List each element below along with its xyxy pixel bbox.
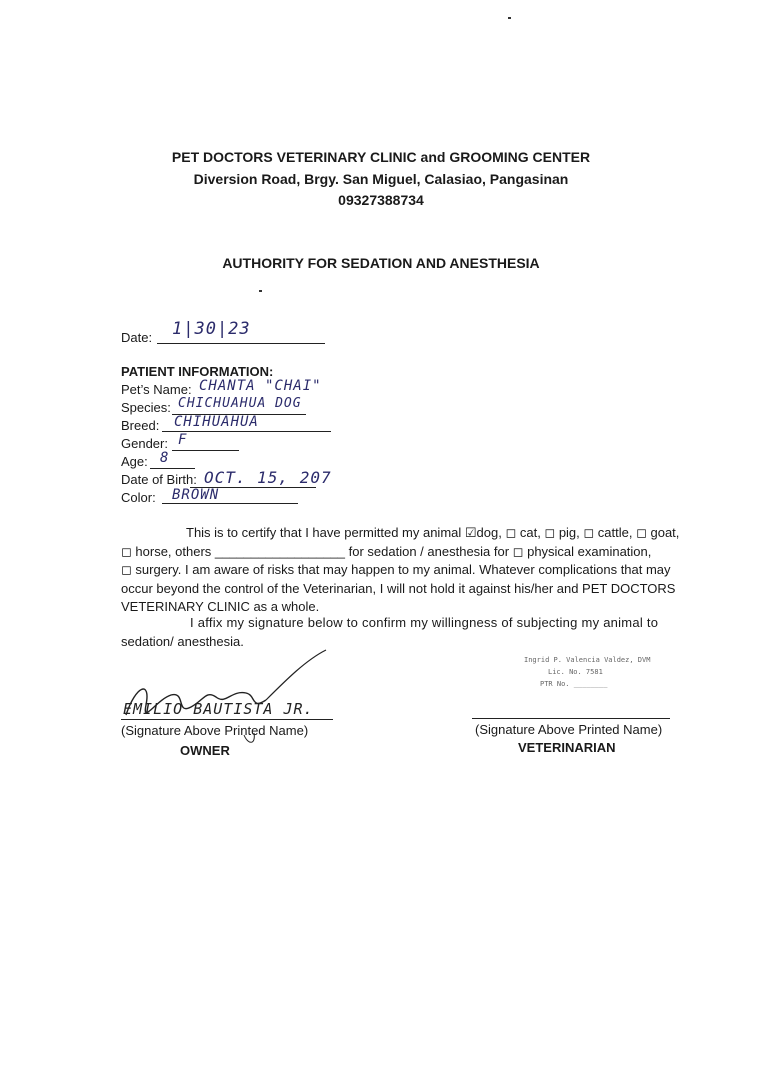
vet-role: VETERINARIAN [518,740,616,755]
certification-line-1: This is to certify that I have permitted my animal ☑dog, ◻ cat, ◻ pig, ◻ cattle, ◻ goat, [186,525,680,540]
vet-stamp-line-3: PTR No. ________ [540,680,608,688]
vet-signature-caption: (Signature Above Printed Name) [475,722,663,737]
clinic-address: Diversion Road, Brgy. San Miguel, Calasiao, Pangasinan [193,171,569,187]
certification-line-7: sedation/ anesthesia. [121,634,244,649]
vet-stamp-line-1: Ingrid P. Valencia Valdez, DVM [524,656,651,664]
certification-line-5: VETERINARY CLINIC as a whole. [121,599,320,614]
dob-label: Date of Birth: [121,472,197,487]
owner-signature-caption: (Signature Above Printed Name) [121,723,309,738]
species-label: Species: [121,400,171,415]
scan-speck [259,290,262,292]
pet-name-label: Pet’s Name: [121,382,192,397]
species-value: CHICHUAHUA DOG [178,396,302,411]
vet-stamp-line-2: Lic. No. 7581 [548,668,603,676]
owner-printed-name: EMILIO BAUTISTA JR. [123,700,314,718]
color-label: Color: [121,490,156,505]
age-line [150,468,195,469]
certification-line-2: ◻ horse, others __________________ for sedation / anesthesia for ◻ physical examination, [121,544,652,559]
date-value: 1|30|23 [172,319,251,339]
gender-label: Gender: [121,436,168,451]
gender-line [172,450,239,451]
breed-label: Breed: [121,418,160,433]
date-label: Date: [121,330,153,345]
patient-info-heading: PATIENT INFORMATION: [121,364,274,379]
certification-line-4: occur beyond the control of the Veterinarian, I will not hold it against his/her and PET DOCTORS [121,581,676,596]
gender-value: F [178,432,188,448]
date-line [157,343,325,344]
breed-value: CHIHUAHUA [174,414,259,430]
certification-line-6: I affix my signature below to confirm my willingness of subjecting my animal to [190,615,659,630]
clinic-phone: 09327388734 [338,192,424,208]
scan-speck [508,17,511,19]
color-line [162,503,298,504]
color-value: BROWN [172,487,220,503]
owner-signature-line [121,719,333,720]
form-title: AUTHORITY FOR SEDATION AND ANESTHESIA [222,255,540,271]
age-label: Age: [121,454,148,469]
owner-role: OWNER [180,743,230,758]
vet-signature-line [472,718,670,719]
clinic-name: PET DOCTORS VETERINARY CLINIC and GROOMING CENTER [171,149,591,165]
age-value: 8 [160,450,170,466]
certification-line-3: ◻ surgery. I am aware of risks that may happen to my animal. Whatever complications that may [121,562,671,577]
pet-name-value: CHANTA "CHAI" [199,378,322,394]
dob-value: OCT. 15, 207 [204,468,332,487]
